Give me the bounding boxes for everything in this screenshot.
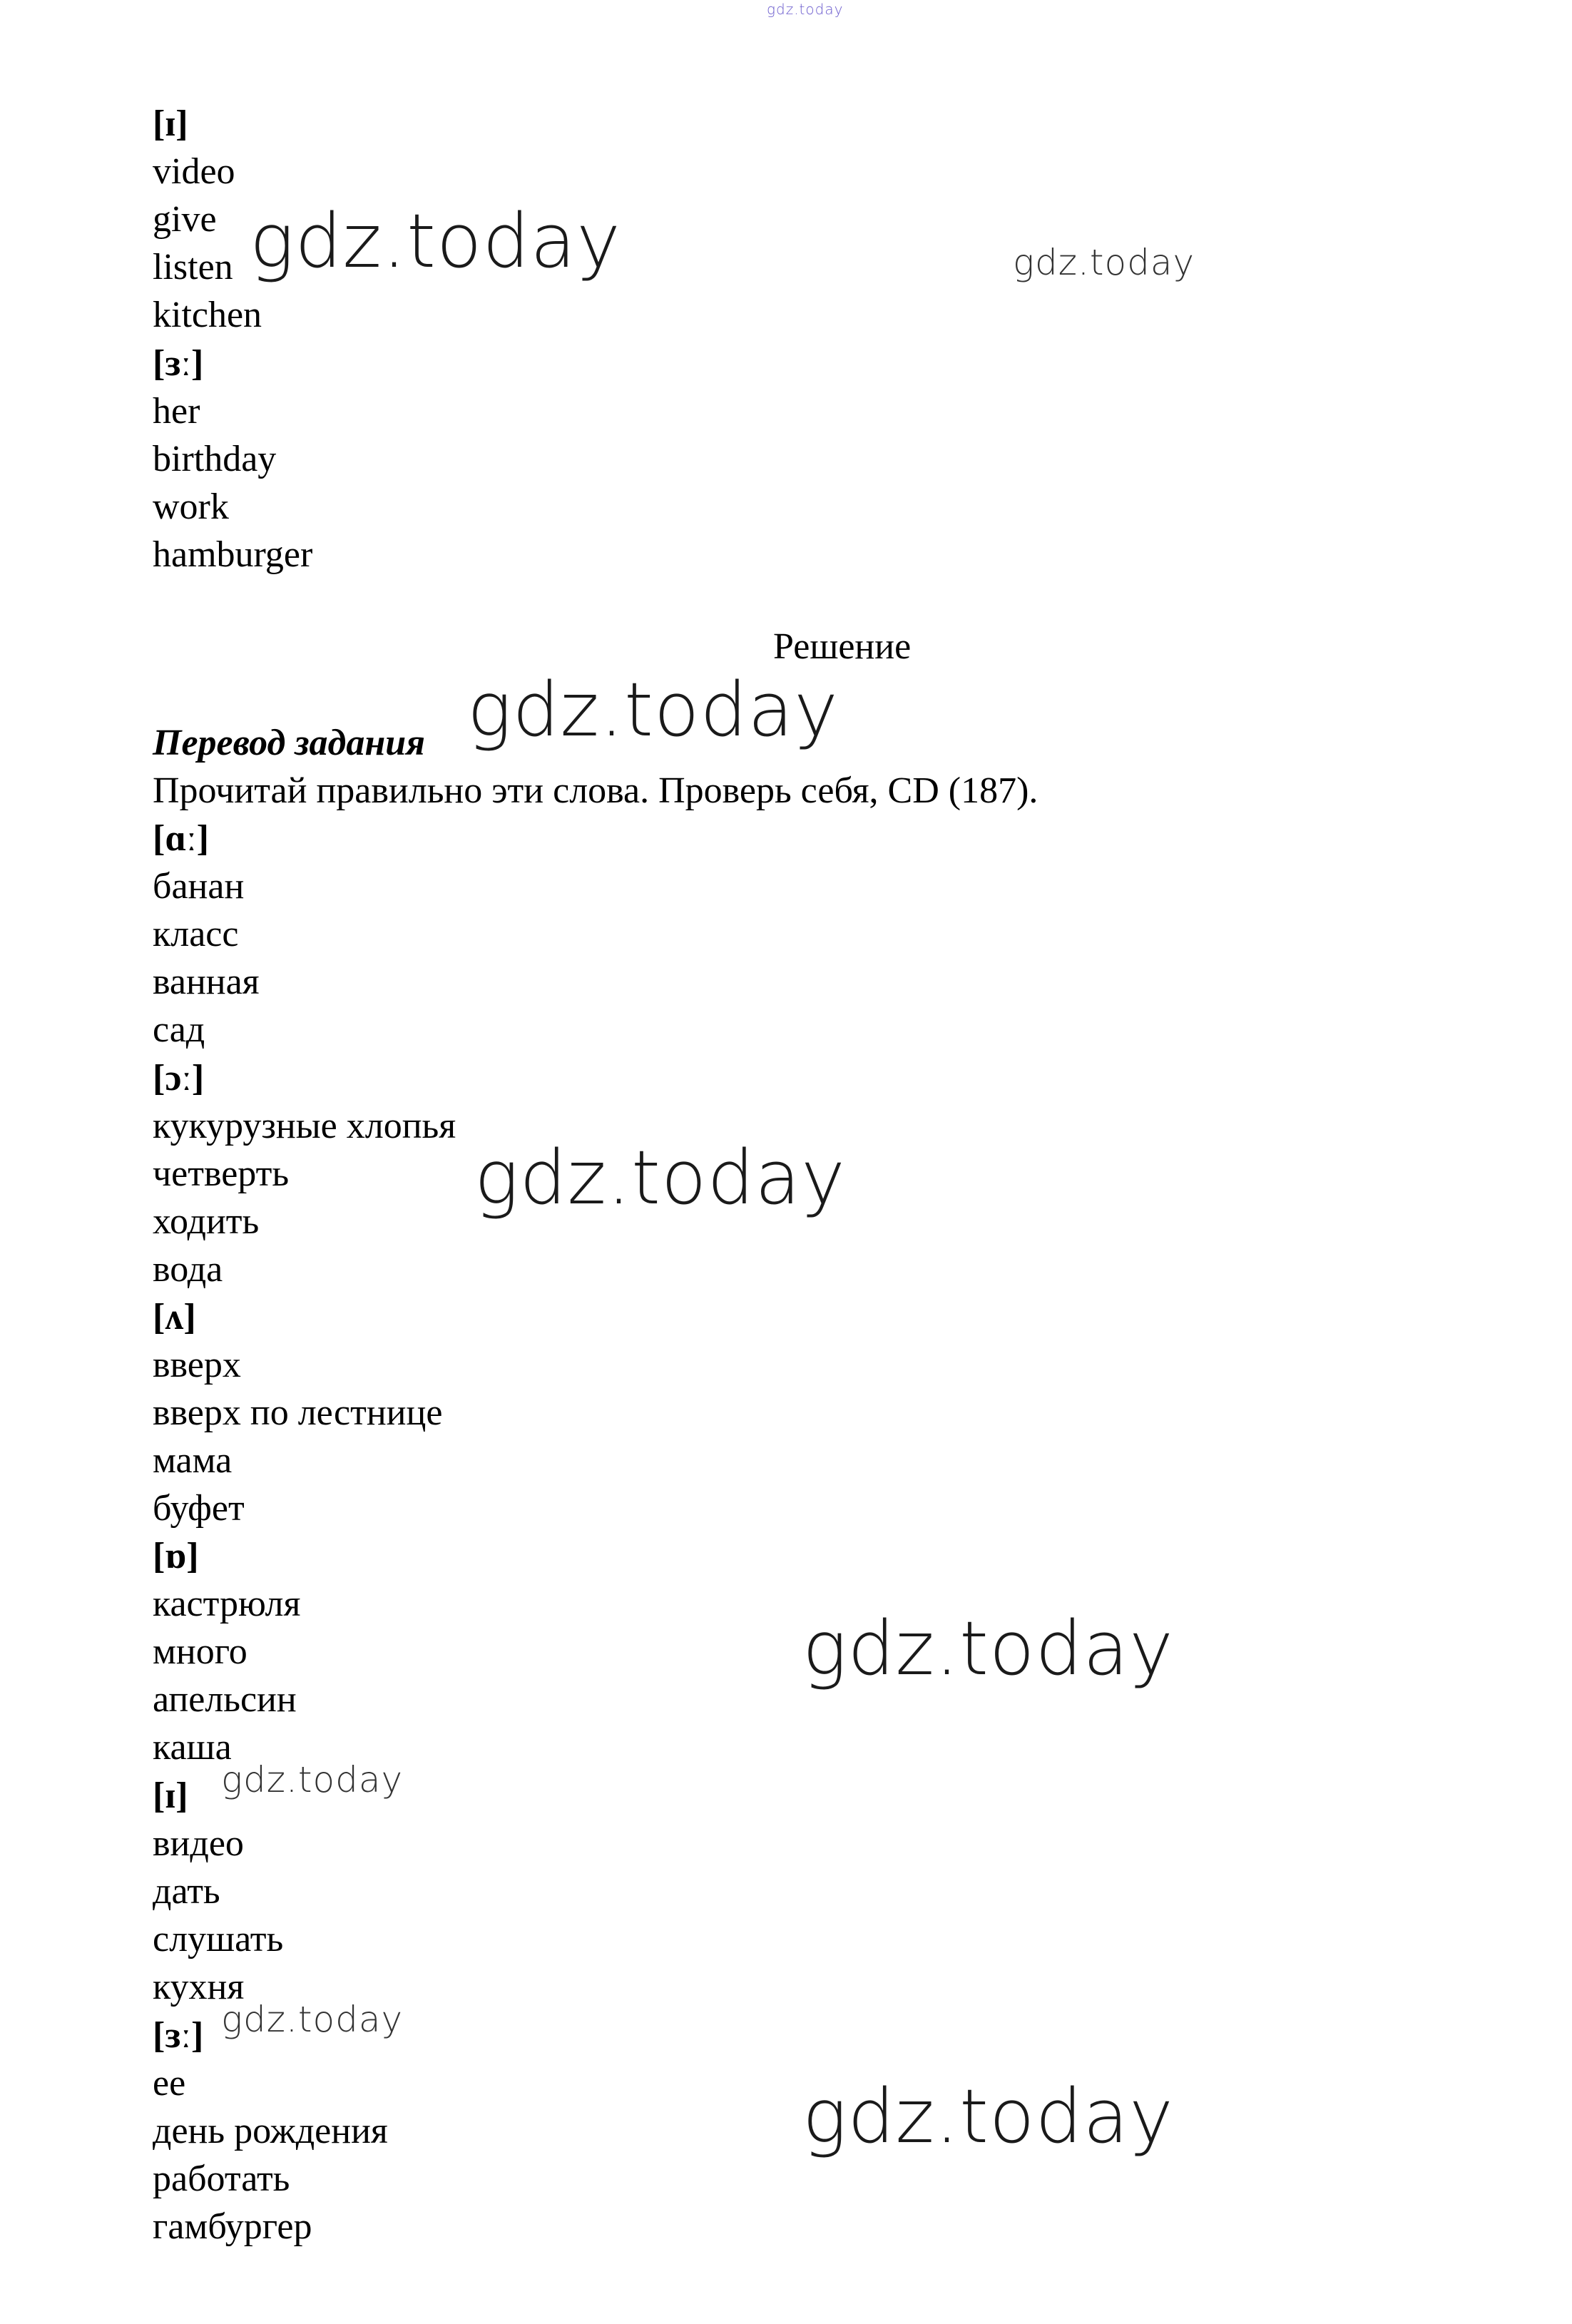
list-item: банан xyxy=(153,866,245,907)
watermark-top: gdz.today xyxy=(767,1,844,18)
list-item: сад xyxy=(153,1009,205,1050)
watermark-large: gdz.today xyxy=(250,198,621,285)
watermark-large: gdz.today xyxy=(802,1605,1174,1692)
word-give: give xyxy=(153,199,217,240)
solution-title: Решение xyxy=(773,626,912,667)
list-item: мама xyxy=(153,1440,233,1481)
watermark-large: gdz.today xyxy=(802,2073,1174,2160)
word-her: her xyxy=(153,391,200,432)
group-symbol-a-long: [ɑː] xyxy=(153,818,209,859)
group-symbol-wedge: [ʌ] xyxy=(153,1297,196,1337)
watermark-small: gdz.today xyxy=(1013,242,1195,283)
word-video: video xyxy=(153,151,235,192)
word-birthday: birthday xyxy=(153,439,277,479)
list-item: дать xyxy=(153,1871,220,1912)
list-item: день рождения xyxy=(153,2111,388,2151)
group-symbol-i-short: [ɪ] xyxy=(153,1775,188,1816)
list-item: ее xyxy=(153,2063,186,2104)
list-item: гамбургер xyxy=(153,2206,312,2247)
watermark-large: gdz.today xyxy=(474,1134,846,1221)
watermark-small: gdz.today xyxy=(221,1999,404,2040)
group-symbol-o-short: [ɒ] xyxy=(153,1536,199,1576)
watermark-large: gdz.today xyxy=(467,666,839,753)
word-kitchen: kitchen xyxy=(153,295,262,335)
watermark-small: gdz.today xyxy=(221,1759,404,1800)
list-item: много xyxy=(153,1631,247,1672)
word-hamburger: hamburger xyxy=(153,534,313,575)
list-item: четверть xyxy=(153,1153,290,1194)
word-work: work xyxy=(153,486,229,527)
list-item: работать xyxy=(153,2159,290,2199)
list-item: вверх xyxy=(153,1345,241,1385)
list-item: буфет xyxy=(153,1488,245,1529)
list-item: видео xyxy=(153,1823,244,1864)
list-item: вверх по лестнице xyxy=(153,1392,443,1433)
list-item: каша xyxy=(153,1727,232,1768)
phonetic-symbol-er: [ɜː] xyxy=(153,343,204,384)
group-symbol-o-long: [ɔː] xyxy=(153,1058,205,1099)
list-item: слушать xyxy=(153,1919,284,1959)
list-item: вода xyxy=(153,1249,223,1290)
list-item: кастрюля xyxy=(153,1584,301,1624)
list-item: класс xyxy=(153,914,239,954)
phonetic-symbol-i: [ɪ] xyxy=(153,103,188,144)
list-item: кукурузные хлопья xyxy=(153,1106,456,1146)
list-item: ванная xyxy=(153,962,260,1002)
group-symbol-er-long: [ɜː] xyxy=(153,2015,204,2056)
instruction-text: Прочитай правильно эти слова. Проверь себя, CD (187). xyxy=(153,770,1038,811)
list-item: апельсин xyxy=(153,1679,297,1720)
list-item: кухня xyxy=(153,1967,245,2007)
translation-heading: Перевод задания xyxy=(153,723,425,763)
word-listen: listen xyxy=(153,247,233,287)
list-item: ходить xyxy=(153,1201,260,1242)
